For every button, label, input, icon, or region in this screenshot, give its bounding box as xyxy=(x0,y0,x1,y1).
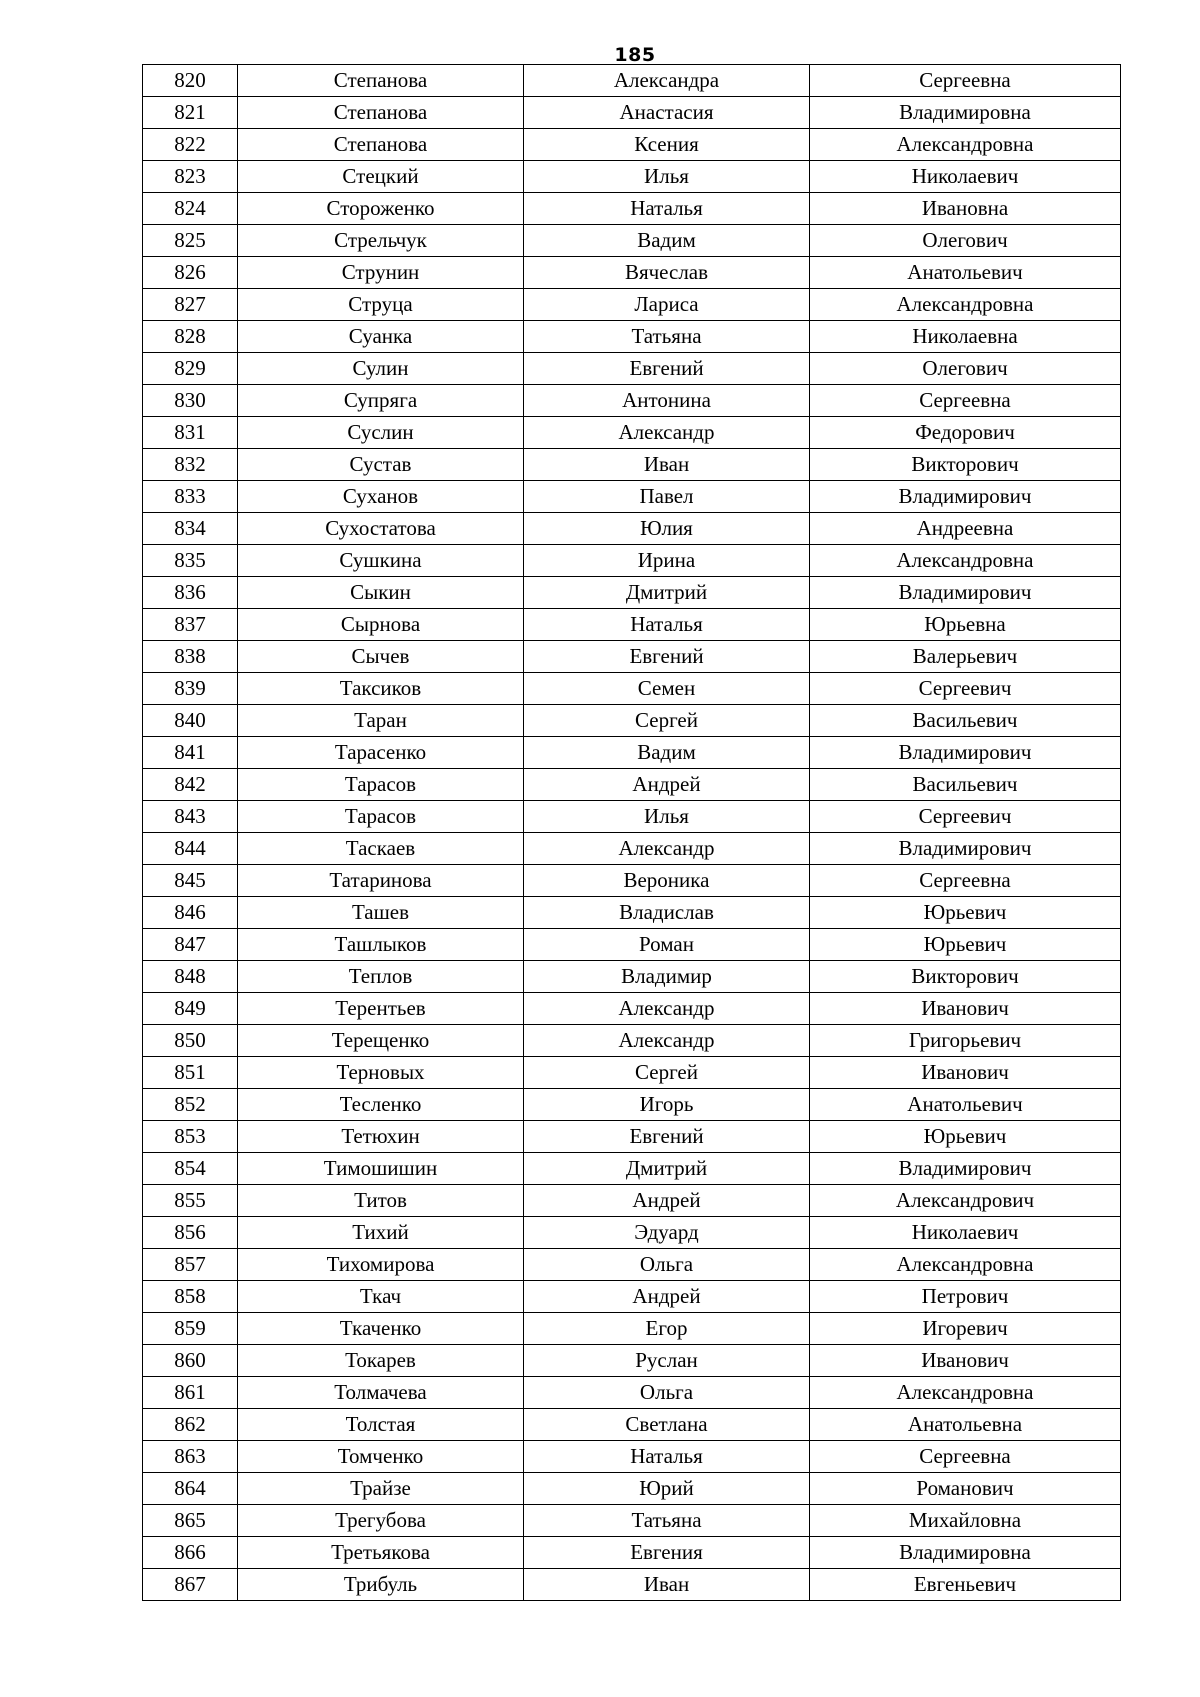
last-name-cell: Терещенко xyxy=(238,1025,524,1057)
table-row xyxy=(143,1473,1121,1505)
table-row xyxy=(143,1345,1121,1377)
last-name-cell: Тихий xyxy=(238,1217,524,1249)
first-name-cell: Светлана xyxy=(524,1409,810,1441)
last-name-cell: Таран xyxy=(238,705,524,737)
first-name-cell: Вячеслав xyxy=(524,257,810,289)
table-row xyxy=(143,993,1121,1025)
row-number-cell: 821 xyxy=(143,97,238,129)
patronymic-cell: Олегович xyxy=(810,225,1121,257)
row-number-cell: 827 xyxy=(143,289,238,321)
row-number-cell: 841 xyxy=(143,737,238,769)
row-number-cell: 833 xyxy=(143,481,238,513)
patronymic-cell: Владимирович xyxy=(810,737,1121,769)
patronymic-cell: Васильевич xyxy=(810,769,1121,801)
table-row xyxy=(143,321,1121,353)
patronymic-cell: Анатольевич xyxy=(810,257,1121,289)
row-number-cell: 835 xyxy=(143,545,238,577)
last-name-cell: Ткач xyxy=(238,1281,524,1313)
last-name-cell: Тарасов xyxy=(238,769,524,801)
row-number-cell: 857 xyxy=(143,1249,238,1281)
last-name-cell: Третьякова xyxy=(238,1537,524,1569)
table-row xyxy=(143,353,1121,385)
table-row xyxy=(143,1505,1121,1537)
last-name-cell: Степанова xyxy=(238,129,524,161)
last-name-cell: Струнин xyxy=(238,257,524,289)
last-name-cell: Степанова xyxy=(238,97,524,129)
row-number-cell: 832 xyxy=(143,449,238,481)
first-name-cell: Владислав xyxy=(524,897,810,929)
first-name-cell: Егор xyxy=(524,1313,810,1345)
last-name-cell: Томченко xyxy=(238,1441,524,1473)
last-name-cell: Татаринова xyxy=(238,865,524,897)
last-name-cell: Токарев xyxy=(238,1345,524,1377)
table-row xyxy=(143,289,1121,321)
last-name-cell: Теплов xyxy=(238,961,524,993)
last-name-cell: Толстая xyxy=(238,1409,524,1441)
row-number-cell: 838 xyxy=(143,641,238,673)
table-row xyxy=(143,737,1121,769)
first-name-cell: Евгений xyxy=(524,1121,810,1153)
patronymic-cell: Николаевна xyxy=(810,321,1121,353)
last-name-cell: Толмачева xyxy=(238,1377,524,1409)
first-name-cell: Юлия xyxy=(524,513,810,545)
last-name-cell: Стецкий xyxy=(238,161,524,193)
first-name-cell: Андрей xyxy=(524,1281,810,1313)
row-number-cell: 845 xyxy=(143,865,238,897)
table-row xyxy=(143,1217,1121,1249)
row-number-cell: 829 xyxy=(143,353,238,385)
last-name-cell: Тарасов xyxy=(238,801,524,833)
last-name-cell: Ташев xyxy=(238,897,524,929)
patronymic-cell: Владимирович xyxy=(810,481,1121,513)
first-name-cell: Владимир xyxy=(524,961,810,993)
table-row xyxy=(143,1313,1121,1345)
last-name-cell: Сухостатова xyxy=(238,513,524,545)
table-row xyxy=(143,1281,1121,1313)
row-number-cell: 850 xyxy=(143,1025,238,1057)
table-row xyxy=(143,801,1121,833)
table-row xyxy=(143,1441,1121,1473)
last-name-cell: Супряга xyxy=(238,385,524,417)
first-name-cell: Илья xyxy=(524,801,810,833)
table-row xyxy=(143,65,1121,97)
table-row xyxy=(143,481,1121,513)
patronymic-cell: Сергеевна xyxy=(810,385,1121,417)
first-name-cell: Вероника xyxy=(524,865,810,897)
patronymic-cell: Анатольевич xyxy=(810,1089,1121,1121)
row-number-cell: 844 xyxy=(143,833,238,865)
first-name-cell: Александр xyxy=(524,993,810,1025)
last-name-cell: Тимошишин xyxy=(238,1153,524,1185)
patronymic-cell: Владимировна xyxy=(810,97,1121,129)
patronymic-cell: Сергеевич xyxy=(810,801,1121,833)
first-name-cell: Ирина xyxy=(524,545,810,577)
last-name-cell: Терентьев xyxy=(238,993,524,1025)
last-name-cell: Трегубова xyxy=(238,1505,524,1537)
last-name-cell: Тетюхин xyxy=(238,1121,524,1153)
row-number-cell: 840 xyxy=(143,705,238,737)
table-row xyxy=(143,1537,1121,1569)
first-name-cell: Руслан xyxy=(524,1345,810,1377)
last-name-cell: Сычев xyxy=(238,641,524,673)
first-name-cell: Игорь xyxy=(524,1089,810,1121)
last-name-cell: Степанова xyxy=(238,65,524,97)
first-name-cell: Эдуард xyxy=(524,1217,810,1249)
patronymic-cell: Юрьевна xyxy=(810,609,1121,641)
row-number-cell: 862 xyxy=(143,1409,238,1441)
row-number-cell: 839 xyxy=(143,673,238,705)
patronymic-cell: Александровна xyxy=(810,129,1121,161)
row-number-cell: 858 xyxy=(143,1281,238,1313)
table-row xyxy=(143,897,1121,929)
first-name-cell: Евгений xyxy=(524,641,810,673)
patronymic-cell: Александровна xyxy=(810,545,1121,577)
row-number-cell: 847 xyxy=(143,929,238,961)
patronymic-cell: Петрович xyxy=(810,1281,1121,1313)
row-number-cell: 863 xyxy=(143,1441,238,1473)
table-row xyxy=(143,1569,1121,1601)
last-name-cell: Тесленко xyxy=(238,1089,524,1121)
table-row xyxy=(143,97,1121,129)
last-name-cell: Таксиков xyxy=(238,673,524,705)
last-name-cell: Суслин xyxy=(238,417,524,449)
roster-table xyxy=(142,64,1121,1601)
row-number-cell: 846 xyxy=(143,897,238,929)
table-row xyxy=(143,1153,1121,1185)
first-name-cell: Ксения xyxy=(524,129,810,161)
first-name-cell: Иван xyxy=(524,1569,810,1601)
table-row xyxy=(143,1409,1121,1441)
row-number-cell: 834 xyxy=(143,513,238,545)
table-row xyxy=(143,449,1121,481)
row-number-cell: 861 xyxy=(143,1377,238,1409)
table-row xyxy=(143,545,1121,577)
row-number-cell: 836 xyxy=(143,577,238,609)
row-number-cell: 855 xyxy=(143,1185,238,1217)
first-name-cell: Александр xyxy=(524,417,810,449)
table-row xyxy=(143,257,1121,289)
table-row xyxy=(143,513,1121,545)
row-number-cell: 823 xyxy=(143,161,238,193)
first-name-cell: Вадим xyxy=(524,225,810,257)
table-row xyxy=(143,865,1121,897)
patronymic-cell: Андреевна xyxy=(810,513,1121,545)
table-row xyxy=(143,705,1121,737)
row-number-cell: 864 xyxy=(143,1473,238,1505)
patronymic-cell: Николаевич xyxy=(810,161,1121,193)
patronymic-cell: Игоревич xyxy=(810,1313,1121,1345)
first-name-cell: Ольга xyxy=(524,1377,810,1409)
patronymic-cell: Юрьевич xyxy=(810,1121,1121,1153)
patronymic-cell: Сергеевна xyxy=(810,1441,1121,1473)
row-number-cell: 824 xyxy=(143,193,238,225)
patronymic-cell: Сергеевна xyxy=(810,865,1121,897)
first-name-cell: Вадим xyxy=(524,737,810,769)
last-name-cell: Терновых xyxy=(238,1057,524,1089)
table-row xyxy=(143,1089,1121,1121)
patronymic-cell: Владимирович xyxy=(810,833,1121,865)
row-number-cell: 842 xyxy=(143,769,238,801)
patronymic-cell: Михайловна xyxy=(810,1505,1121,1537)
last-name-cell: Сулин xyxy=(238,353,524,385)
first-name-cell: Дмитрий xyxy=(524,1153,810,1185)
table-row xyxy=(143,609,1121,641)
first-name-cell: Антонина xyxy=(524,385,810,417)
patronymic-cell: Олегович xyxy=(810,353,1121,385)
first-name-cell: Дмитрий xyxy=(524,577,810,609)
first-name-cell: Андрей xyxy=(524,1185,810,1217)
last-name-cell: Сушкина xyxy=(238,545,524,577)
first-name-cell: Евгения xyxy=(524,1537,810,1569)
table-row xyxy=(143,673,1121,705)
first-name-cell: Татьяна xyxy=(524,1505,810,1537)
first-name-cell: Ольга xyxy=(524,1249,810,1281)
row-number-cell: 828 xyxy=(143,321,238,353)
table-row xyxy=(143,961,1121,993)
first-name-cell: Иван xyxy=(524,449,810,481)
row-number-cell: 867 xyxy=(143,1569,238,1601)
last-name-cell: Ткаченко xyxy=(238,1313,524,1345)
first-name-cell: Семен xyxy=(524,673,810,705)
table-row xyxy=(143,1249,1121,1281)
row-number-cell: 853 xyxy=(143,1121,238,1153)
row-number-cell: 859 xyxy=(143,1313,238,1345)
first-name-cell: Роман xyxy=(524,929,810,961)
last-name-cell: Стрельчук xyxy=(238,225,524,257)
row-number-cell: 848 xyxy=(143,961,238,993)
row-number-cell: 866 xyxy=(143,1537,238,1569)
row-number-cell: 852 xyxy=(143,1089,238,1121)
last-name-cell: Суханов xyxy=(238,481,524,513)
last-name-cell: Тихомирова xyxy=(238,1249,524,1281)
last-name-cell: Титов xyxy=(238,1185,524,1217)
row-number-cell: 837 xyxy=(143,609,238,641)
table-row xyxy=(143,641,1121,673)
patronymic-cell: Иванович xyxy=(810,1057,1121,1089)
first-name-cell: Александр xyxy=(524,833,810,865)
first-name-cell: Андрей xyxy=(524,769,810,801)
last-name-cell: Таскаев xyxy=(238,833,524,865)
first-name-cell: Павел xyxy=(524,481,810,513)
last-name-cell: Сырнова xyxy=(238,609,524,641)
last-name-cell: Сыкин xyxy=(238,577,524,609)
table-row xyxy=(143,385,1121,417)
table-row xyxy=(143,577,1121,609)
first-name-cell: Илья xyxy=(524,161,810,193)
patronymic-cell: Сергеевна xyxy=(810,65,1121,97)
row-number-cell: 826 xyxy=(143,257,238,289)
table-row xyxy=(143,929,1121,961)
patronymic-cell: Иванович xyxy=(810,993,1121,1025)
first-name-cell: Евгений xyxy=(524,353,810,385)
row-number-cell: 849 xyxy=(143,993,238,1025)
patronymic-cell: Владимировна xyxy=(810,1537,1121,1569)
patronymic-cell: Сергеевич xyxy=(810,673,1121,705)
first-name-cell: Анастасия xyxy=(524,97,810,129)
first-name-cell: Александра xyxy=(524,65,810,97)
last-name-cell: Ташлыков xyxy=(238,929,524,961)
patronymic-cell: Евгеньевич xyxy=(810,1569,1121,1601)
last-name-cell: Суанка xyxy=(238,321,524,353)
patronymic-cell: Федорович xyxy=(810,417,1121,449)
last-name-cell: Стороженко xyxy=(238,193,524,225)
last-name-cell: Струца xyxy=(238,289,524,321)
last-name-cell: Сустав xyxy=(238,449,524,481)
patronymic-cell: Романович xyxy=(810,1473,1121,1505)
patronymic-cell: Ивановна xyxy=(810,193,1121,225)
patronymic-cell: Владимирович xyxy=(810,1153,1121,1185)
table-row xyxy=(143,193,1121,225)
row-number-cell: 856 xyxy=(143,1217,238,1249)
patronymic-cell: Григорьевич xyxy=(810,1025,1121,1057)
table-row xyxy=(143,769,1121,801)
patronymic-cell: Анатольевна xyxy=(810,1409,1121,1441)
row-number-cell: 830 xyxy=(143,385,238,417)
last-name-cell: Трайзе xyxy=(238,1473,524,1505)
first-name-cell: Сергей xyxy=(524,1057,810,1089)
roster-table-body xyxy=(143,65,1121,1601)
row-number-cell: 820 xyxy=(143,65,238,97)
last-name-cell: Трибуль xyxy=(238,1569,524,1601)
first-name-cell: Наталья xyxy=(524,193,810,225)
patronymic-cell: Валерьевич xyxy=(810,641,1121,673)
row-number-cell: 854 xyxy=(143,1153,238,1185)
row-number-cell: 831 xyxy=(143,417,238,449)
table-row xyxy=(143,417,1121,449)
row-number-cell: 822 xyxy=(143,129,238,161)
patronymic-cell: Александровна xyxy=(810,1377,1121,1409)
row-number-cell: 860 xyxy=(143,1345,238,1377)
page-number: 185 xyxy=(614,44,656,66)
table-row xyxy=(143,1121,1121,1153)
patronymic-cell: Викторович xyxy=(810,449,1121,481)
patronymic-cell: Николаевич xyxy=(810,1217,1121,1249)
patronymic-cell: Васильевич xyxy=(810,705,1121,737)
first-name-cell: Сергей xyxy=(524,705,810,737)
row-number-cell: 843 xyxy=(143,801,238,833)
table-row xyxy=(143,833,1121,865)
table-row xyxy=(143,1025,1121,1057)
table-row xyxy=(143,1377,1121,1409)
row-number-cell: 825 xyxy=(143,225,238,257)
patronymic-cell: Юрьевич xyxy=(810,897,1121,929)
first-name-cell: Наталья xyxy=(524,1441,810,1473)
row-number-cell: 851 xyxy=(143,1057,238,1089)
patronymic-cell: Викторович xyxy=(810,961,1121,993)
first-name-cell: Наталья xyxy=(524,609,810,641)
table-row xyxy=(143,129,1121,161)
table-row xyxy=(143,1185,1121,1217)
first-name-cell: Лариса xyxy=(524,289,810,321)
patronymic-cell: Иванович xyxy=(810,1345,1121,1377)
patronymic-cell: Александровна xyxy=(810,289,1121,321)
patronymic-cell: Александрович xyxy=(810,1185,1121,1217)
first-name-cell: Татьяна xyxy=(524,321,810,353)
patronymic-cell: Владимирович xyxy=(810,577,1121,609)
last-name-cell: Тарасенко xyxy=(238,737,524,769)
table-row xyxy=(143,225,1121,257)
table-row xyxy=(143,1057,1121,1089)
first-name-cell: Александр xyxy=(524,1025,810,1057)
row-number-cell: 865 xyxy=(143,1505,238,1537)
table-row xyxy=(143,161,1121,193)
patronymic-cell: Юрьевич xyxy=(810,929,1121,961)
patronymic-cell: Александровна xyxy=(810,1249,1121,1281)
first-name-cell: Юрий xyxy=(524,1473,810,1505)
